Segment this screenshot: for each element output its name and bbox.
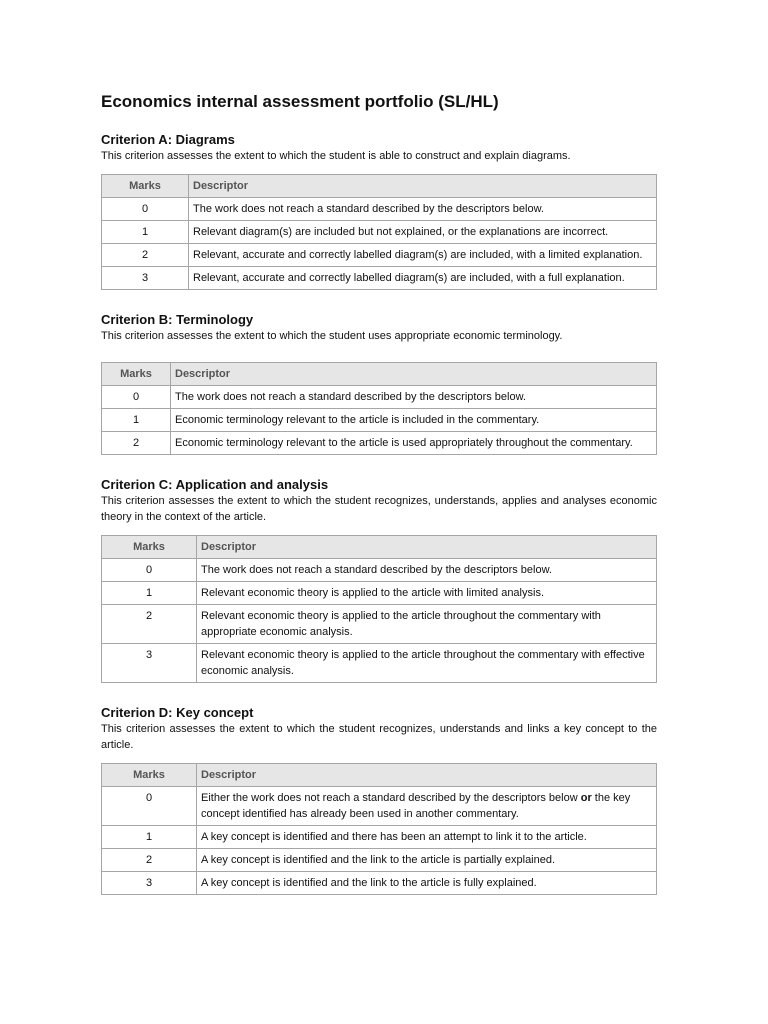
table-header-row xyxy=(102,764,657,787)
page-title: Economics internal assessment portfolio (SL/HL) xyxy=(101,92,499,111)
marks-cell: 0 xyxy=(102,559,197,582)
table-row xyxy=(102,582,657,605)
marks-cell: 0 xyxy=(102,198,189,221)
table-header-row xyxy=(102,363,657,386)
marks-column-header: Marks xyxy=(102,363,171,386)
marks-cell: 3 xyxy=(102,267,189,290)
marks-cell: 0 xyxy=(102,787,197,826)
criterion-a-table xyxy=(101,174,657,290)
marks-cell: 2 xyxy=(102,849,197,872)
descriptor-column-header: Descriptor xyxy=(189,175,657,198)
criterion-c-section xyxy=(101,477,657,683)
table-row xyxy=(102,605,657,644)
table-row xyxy=(102,644,657,683)
marks-cell: 1 xyxy=(102,221,189,244)
descriptor-cell: Relevant, accurate and correctly labelled diagram(s) are included, with a limited explanation. xyxy=(189,244,657,267)
criterion-b-section xyxy=(101,312,657,455)
descriptor-cell: A key concept is identified and there has been an attempt to link it to the article. xyxy=(197,826,657,849)
descriptor-cell xyxy=(197,787,657,826)
descriptor-column-header: Descriptor xyxy=(197,536,657,559)
criterion-b-description: This criterion assesses the extent to which the student uses appropriate economic terminology. xyxy=(101,330,563,342)
criterion-c-heading: Criterion C: Application and analysis xyxy=(101,477,329,492)
descriptor-cell: A key concept is identified and the link to the article is partially explained. xyxy=(197,849,657,872)
marks-column-header: Marks xyxy=(102,764,197,787)
descriptor-cell: The work does not reach a standard described by the descriptors below. xyxy=(171,386,657,409)
table-header-row xyxy=(102,175,657,198)
table-row xyxy=(102,787,657,826)
descriptor-cell: The work does not reach a standard described by the descriptors below. xyxy=(189,198,657,221)
criterion-d-heading: Criterion D: Key concept xyxy=(101,705,254,720)
table-row xyxy=(102,267,657,290)
criterion-a-heading: Criterion A: Diagrams xyxy=(101,132,235,147)
criterion-a-description: This criterion assesses the extent to which the student is able to construct and explain diagrams. xyxy=(101,150,571,162)
marks-cell: 1 xyxy=(102,409,171,432)
marks-cell: 2 xyxy=(102,244,189,267)
descriptor-column-header: Descriptor xyxy=(197,764,657,787)
criterion-d-description: This criterion assesses the extent to which the student recognizes, understands and links a key concept to the article. xyxy=(101,723,657,751)
table-row xyxy=(102,244,657,267)
marks-cell: 1 xyxy=(102,826,197,849)
table-row xyxy=(102,826,657,849)
descriptor-cell: Relevant diagram(s) are included but not explained, or the explanations are incorrect. xyxy=(189,221,657,244)
marks-column-header: Marks xyxy=(102,175,189,198)
marks-cell: 3 xyxy=(102,644,197,683)
criterion-c-table xyxy=(101,535,657,683)
descriptor-cell: Economic terminology relevant to the article is used appropriately throughout the commentary. xyxy=(171,432,657,455)
marks-cell: 0 xyxy=(102,386,171,409)
descriptor-cell: Economic terminology relevant to the article is included in the commentary. xyxy=(171,409,657,432)
descriptor-tail-text: the key concept identified has already been used in another commentary. xyxy=(201,792,631,820)
table-row xyxy=(102,198,657,221)
table-row xyxy=(102,386,657,409)
descriptor-cell: Relevant economic theory is applied to the article throughout the commentary with effective economic analysis. xyxy=(197,644,657,683)
table-row xyxy=(102,872,657,895)
descriptor-cell: Relevant, accurate and correctly labelled diagram(s) are included, with a full explanation. xyxy=(189,267,657,290)
table-row xyxy=(102,409,657,432)
criterion-d-section xyxy=(101,705,657,895)
descriptor-text: Either the work does not reach a standard described by the descriptors below xyxy=(201,792,578,804)
marks-cell: 2 xyxy=(102,605,197,644)
table-header-row xyxy=(102,536,657,559)
descriptor-cell: Relevant economic theory is applied to the article with limited analysis. xyxy=(197,582,657,605)
criterion-a-section xyxy=(101,132,657,290)
table-row xyxy=(102,221,657,244)
criterion-c-description: This criterion assesses the extent to which the student recognizes, understands, applies and analyses economic theory in the context of the article. xyxy=(101,495,657,523)
marks-cell: 1 xyxy=(102,582,197,605)
criterion-b-heading: Criterion B: Terminology xyxy=(101,312,254,327)
marks-column-header: Marks xyxy=(102,536,197,559)
marks-cell: 3 xyxy=(102,872,197,895)
table-row xyxy=(102,849,657,872)
document-page xyxy=(101,92,657,917)
descriptor-column-header: Descriptor xyxy=(171,363,657,386)
emphasis-text: or xyxy=(580,792,592,804)
marks-cell: 2 xyxy=(102,432,171,455)
criterion-b-table xyxy=(101,362,657,455)
criterion-d-table xyxy=(101,763,657,895)
descriptor-cell: The work does not reach a standard described by the descriptors below. xyxy=(197,559,657,582)
descriptor-cell: A key concept is identified and the link to the article is fully explained. xyxy=(197,872,657,895)
table-row xyxy=(102,432,657,455)
descriptor-cell: Relevant economic theory is applied to the article throughout the commentary with appropriate economic analysis. xyxy=(197,605,657,644)
table-row xyxy=(102,559,657,582)
